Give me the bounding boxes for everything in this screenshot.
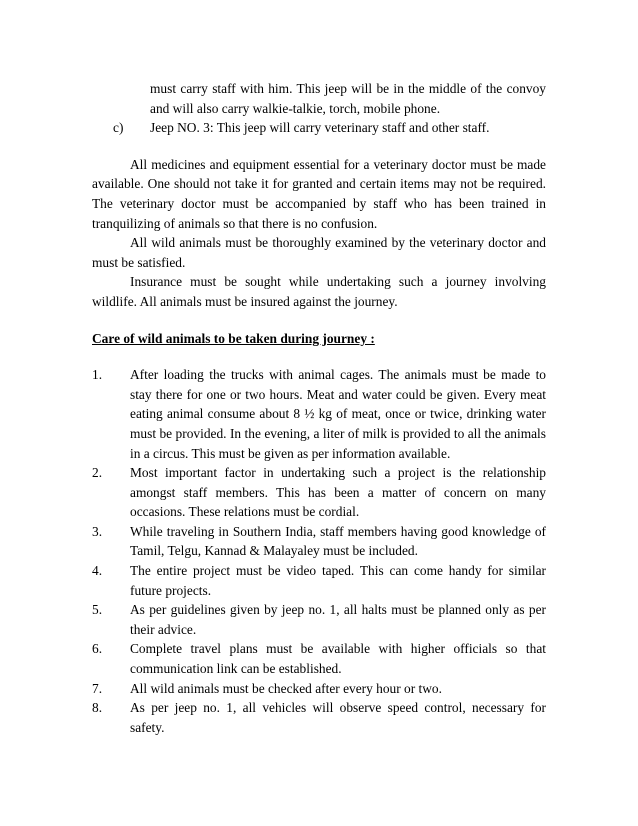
list-item-text: As per jeep no. 1, all vehicles will observe speed control, necessary for safety. bbox=[130, 700, 546, 735]
list-item-text: Jeep NO. 3: This jeep will carry veterinary staff and other staff. bbox=[150, 120, 490, 136]
list-item-text: As per guidelines given by jeep no. 1, all halts must be planned only as per their advice. bbox=[130, 602, 546, 637]
list-item-c bbox=[92, 118, 546, 138]
continued-list-item-text: must carry staff with him. This jeep will be in the middle of the convoy and will also carry walkie-talkie, torch, mobile phone. bbox=[150, 81, 546, 116]
list-item-text: The entire project must be video taped. This can come handy for similar future projects. bbox=[130, 563, 546, 598]
list-item-number: 5. bbox=[92, 602, 103, 618]
care-list-item bbox=[92, 600, 546, 639]
care-list-item bbox=[92, 365, 546, 463]
care-list-item bbox=[92, 698, 546, 737]
paragraph-examination: All wild animals must be thoroughly examined by the veterinary doctor and must be satisfied. bbox=[92, 235, 546, 270]
list-item-marker: c) bbox=[113, 120, 124, 136]
paragraph-insurance: Insurance must be sought while undertaking such a journey involving wildlife. All animals must be insured against the journey. bbox=[92, 274, 546, 309]
list-item-number: 4. bbox=[92, 563, 103, 579]
list-item-number: 7. bbox=[92, 680, 103, 696]
list-item-text: Complete travel plans must be available with higher officials so that communication link can be established. bbox=[130, 641, 546, 677]
spacer bbox=[92, 138, 546, 155]
list-item-number: 2. bbox=[92, 465, 103, 481]
list-item-number: 6. bbox=[92, 641, 103, 657]
list-item-number: 1. bbox=[92, 367, 103, 383]
list-item-text: While traveling in Southern India, staff members having good knowledge of Tamil, Telgu, Kannad & Malayaley must be included. bbox=[130, 523, 546, 559]
section-heading: Care of wild animals to be taken during journey : bbox=[92, 330, 375, 346]
care-list-item bbox=[92, 463, 546, 522]
paragraph-medicines: All medicines and equipment essential for a veterinary doctor must be made available. One should not take it for granted and certain items may not be required. The veterinary doctor must be accompanied by staff who has been trained in tranquilizing of animals so that there is no confusion. bbox=[92, 156, 546, 231]
care-list-item bbox=[92, 522, 546, 561]
list-item-text: After loading the trucks with animal cages. The animals must be made to stay there for one or two hours. Meat and water could be given. Every meat eating animal consume about 8 ½ kg of meat, once or twice, drinking water must be provided. In the evening, a liter of milk is provided to all the animals in a circus. This must be given as per information available. bbox=[130, 367, 546, 461]
document-page bbox=[92, 79, 546, 737]
list-item-text: Most important factor in undertaking such a project is the relationship amongst staff members. This has been a matter of concern on many occasions. These relations must be cordial. bbox=[130, 465, 546, 520]
list-item-text: All wild animals must be checked after every hour or two. bbox=[130, 680, 442, 696]
spacer bbox=[92, 312, 546, 329]
care-list-item bbox=[92, 561, 546, 600]
list-item-number: 3. bbox=[92, 523, 103, 539]
care-list-item bbox=[92, 639, 546, 678]
spacer bbox=[92, 348, 546, 365]
care-list-item bbox=[92, 679, 546, 699]
list-item-number: 8. bbox=[92, 700, 103, 716]
